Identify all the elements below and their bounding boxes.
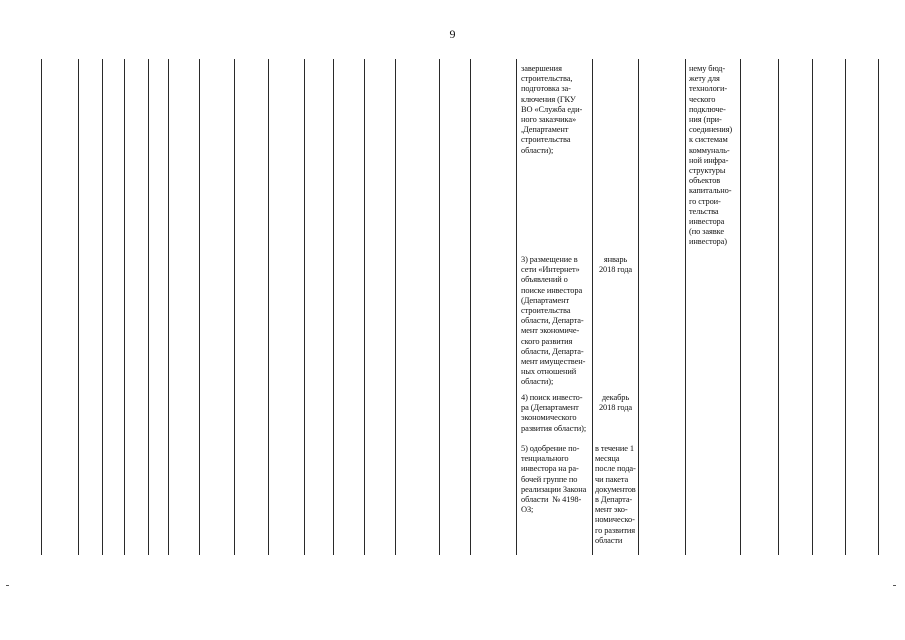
table-column-rule	[878, 59, 879, 555]
page-number: 9	[449, 27, 456, 41]
table-column-rule	[304, 59, 305, 555]
scan-edge-mark	[893, 585, 896, 586]
table-column-rule	[102, 59, 103, 555]
table-column-rule	[395, 59, 396, 555]
table-column-rule	[268, 59, 269, 555]
measure-text-internet-announcement: 3) размещение в сети «Интернет» объявлений о поиске инвестора (Департамент строительства области, Департа- мент экономиче- ского развития области, Департа- мент имуществен- ных отношений области);	[521, 255, 586, 387]
table-column-rule	[199, 59, 200, 555]
table-column-rule	[124, 59, 125, 555]
table-column-rule	[78, 59, 79, 555]
table-column-rule	[685, 59, 686, 555]
table-column-rule	[364, 59, 365, 555]
deadline-text-december-2018: декабрь 2018 года	[598, 393, 633, 413]
measure-text-construction-completion: завершения строительства, подготовка за- ключения (ГКУ ВО «Служба еди- ного заказчика» ,Департамент строительства области);	[521, 64, 583, 155]
table-column-rule	[168, 59, 169, 555]
table-column-rule	[516, 59, 517, 555]
table-column-rule	[333, 59, 334, 555]
table-column-rule	[148, 59, 149, 555]
table-column-rule	[812, 59, 813, 555]
table-column-rule	[439, 59, 440, 555]
table-column-rule	[41, 59, 42, 555]
scan-edge-mark	[6, 585, 9, 586]
deadline-text-january-2018: январь 2018 года	[598, 255, 633, 275]
measure-text-investor-approval: 5) одобрение по- тенциального инвестора на ра- бочей группе по реализации Закона области № 4198- ОЗ;	[521, 444, 587, 515]
table-column-rule	[740, 59, 741, 555]
result-text-budget-connection: нему бюд- жету для технологи- ческого подключе- ния (при- соединения) к системам коммуналь- ной инфра- структуры объектов капитально- го строи- тельства инвестора (по заявке инвестора)	[689, 64, 733, 247]
table-column-rule	[592, 59, 593, 555]
table-column-rule	[778, 59, 779, 555]
deadline-text-within-one-month: в течение 1 месяца после пода- чи пакета документов в Департа- мент эко- номическо- го развития области	[595, 444, 636, 545]
table-column-rule	[638, 59, 639, 555]
measure-text-investor-search: 4) поиск инвесто- ра (Департамент экономического развития области);	[521, 393, 587, 433]
table-column-rule	[234, 59, 235, 555]
table-column-rule	[470, 59, 471, 555]
table-column-rule	[845, 59, 846, 555]
